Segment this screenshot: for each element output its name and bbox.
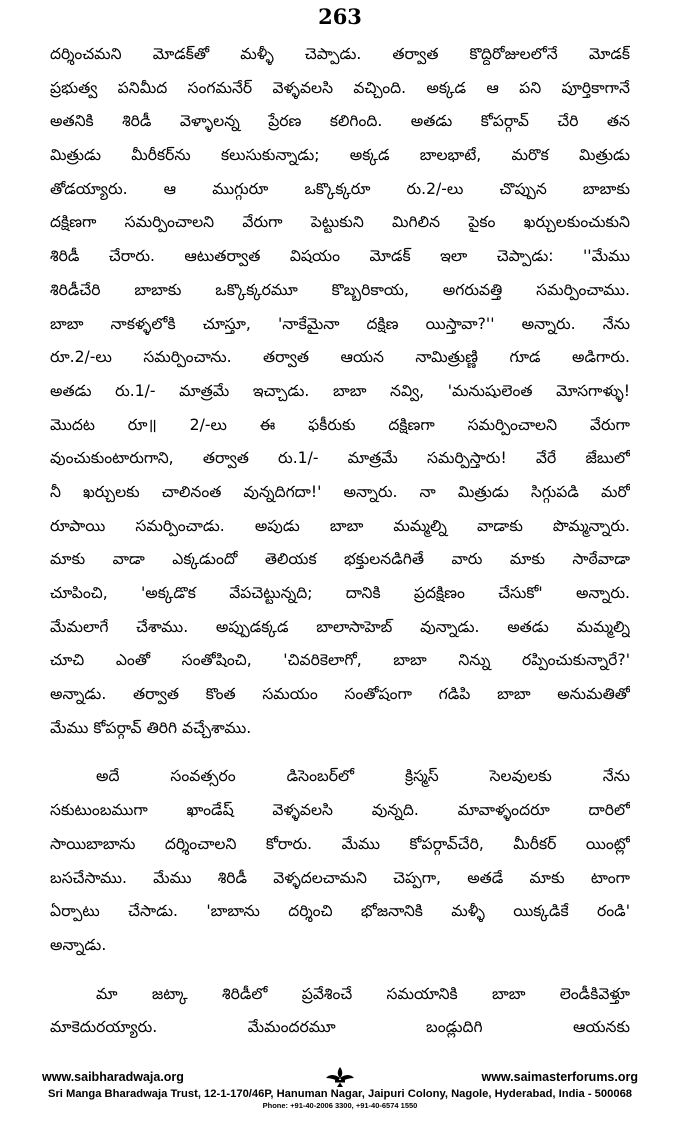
text-line: రూ.2/-లు సమర్పించాను. తర్వాత ఆయన నామిత్రుణ్ణి గూడ అడిగారు. [50,348,630,367]
paragraph-3 [50,978,630,1045]
trust-phone: Phone: +91-40-2006 3300, +91-40-6574 1550 [262,1101,418,1110]
text-line: సాయిబాబాను దర్శించాలని కోరారు. మేము కోపర్గావ్‌చేరి, మీరీకర్ యింట్లో [50,834,630,853]
text-line: చూపించి, 'అక్కడొక వేపచెట్టున్నది; దానికి ప్రదక్షిణం చేసుకో' అన్నారు. [50,584,630,602]
page-footer [40,1070,640,1110]
text-line: రూపాయి సమర్పించాడు. అపుడు బాబా మమ్మల్ని వాడాకు పొమ్మన్నారు. [50,516,630,535]
text-line: మేము కోపర్గావ్ తిరిగి వచ్చేశాము. [50,718,252,737]
text-line: తోడయ్యారు. ఆ ముగ్గురూ ఒక్కొక్కరూ రు.2/-లు చొప్పున బాబాకు [50,179,630,198]
text-line: మాకెదురయ్యారు. మేమందరమూ బండ్లుదిగి ఆయనకు [50,1018,630,1037]
text-line: ఏర్పాటు చేసాడు. 'బాబాను దర్శించి భోజనానికి మళ్ళీ యిక్కడికే రండి' [50,902,630,921]
fleur-ornament-icon [324,1066,356,1088]
trust-address: Sri Manga Bharadwaja Trust, 12-1-170/46P, Hanuman Nagar, Jaipuri Colony, Nagole, Hyderabad, India - 500068 [47,1088,633,1100]
text-line: సకుటుంబముగా ఖాండేష్ వెళ్ళవలసి వున్నది. మావాళ్ళందరూ దారిలో [50,801,630,820]
text-line: దర్శించమని మోడక్‌తో మళ్ళీ చెప్పాడు. తర్వాత కొద్దిరోజులలోనే మోడక్ [50,45,630,63]
body-text [50,38,630,1045]
text-line: అన్నాడు. [50,935,107,954]
text-line: అతనికి శిరిడీ వెళ్ళాలన్న ప్రేరణ కలిగింది. అతడు కోపర్గావ్ చేరి తన [50,112,630,131]
text-line: మొదట రూ॥ 2/-లు ఈ ఫకీరుకు దక్షిణగా సమర్పించాలని వేరుగా [50,415,630,434]
page-number: 263 [318,4,362,29]
text-line: శిరిడీచేరి బాబాకు ఒక్కొక్కరమూ కొబ్బరికాయ, అగరువత్తి సమర్పించాము. [50,280,630,299]
text-line: మిత్రుడు మీరీకర్‌ను కలుసుకున్నాడు; అక్కడ బాలభాటే, మరొక మిత్రుడు [50,146,630,165]
website-link-right[interactable]: www.saimasterforums.org [481,1070,638,1084]
text-line: అతడు రు.1/- మాత్రమే ఇచ్చాడు. బాబా నవ్వి, 'మనుషులెంత మోసగాళ్ళు! [50,381,630,400]
text-line: వుంచుకుంటారుగాని, తర్వాత రు.1/- మాత్రమే సమర్పిస్తారు! వేరే జేబులో [50,449,630,468]
text-line: మాకు వాడా ఎక్కడుందో తెలియక భక్తులనడిగితే వారు మాకు సాఠేవాడా [50,550,630,569]
website-link-left[interactable]: www.saibharadwaja.org [42,1070,184,1084]
paragraph-1 [50,38,630,745]
text-line: అన్నాడు. తర్వాత కొంత సమయం సంతోషంగా గడిపి బాబా అనుమతితో [50,685,630,704]
text-line: ప్రభుత్వ పనిమీద సంగమనేర్ వెళ్ళవలసి వచ్చింది. అక్కడ ఆ పని పూర్తికాగానే [50,78,630,97]
footer-links-row [40,1070,640,1087]
paragraph-2 [50,760,630,962]
text-line: మేమలాగే చేశాము. అప్పుడక్కడ బాలాసాహెబ్ వున్నాడు. అతడు మమ్మల్ని [50,617,630,636]
text-line: బసచేసాము. మేము శిరిడీ వెళ్ళదలచామని చెప్పగా, అతడే మాకు టాంగా [50,868,630,887]
text-line: మా జట్కా శిరిడీలో ప్రవేశించే సమయానికి బాబా లెండీకివెళ్తూ [96,984,630,1003]
text-line: అదే సంవత్సరం డిసెంబర్‌లో క్రిస్మస్ సెలవులకు నేను [96,767,630,786]
text-line: నీ ఖర్చులకు చాలినంత వున్నదిగదా!' అన్నారు. నా మిత్రుడు సిగ్గుపడి మరో [50,482,630,501]
text-line: బాబా నాకళ్ళలోకి చూస్తూ, 'నాకేమైనా దక్షిణ యిస్తావా?'' అన్నారు. నేను [50,314,630,333]
text-line: శిరిడీ చేరారు. ఆటుతర్వాత విషయం మోడక్ ఇలా చెప్పాడు: ''మేము [50,247,630,266]
text-line: దక్షిణగా సమర్పించాలని వేరుగా పెట్టుకుని మిగిలిన పైకం ఖర్చులకుంచుకుని [50,213,630,232]
text-line: చూచి ఎంతో సంతోషించి, 'చివరికెలాగో, బాబా నిన్ను రప్పించుకున్నారే?' [50,651,630,670]
